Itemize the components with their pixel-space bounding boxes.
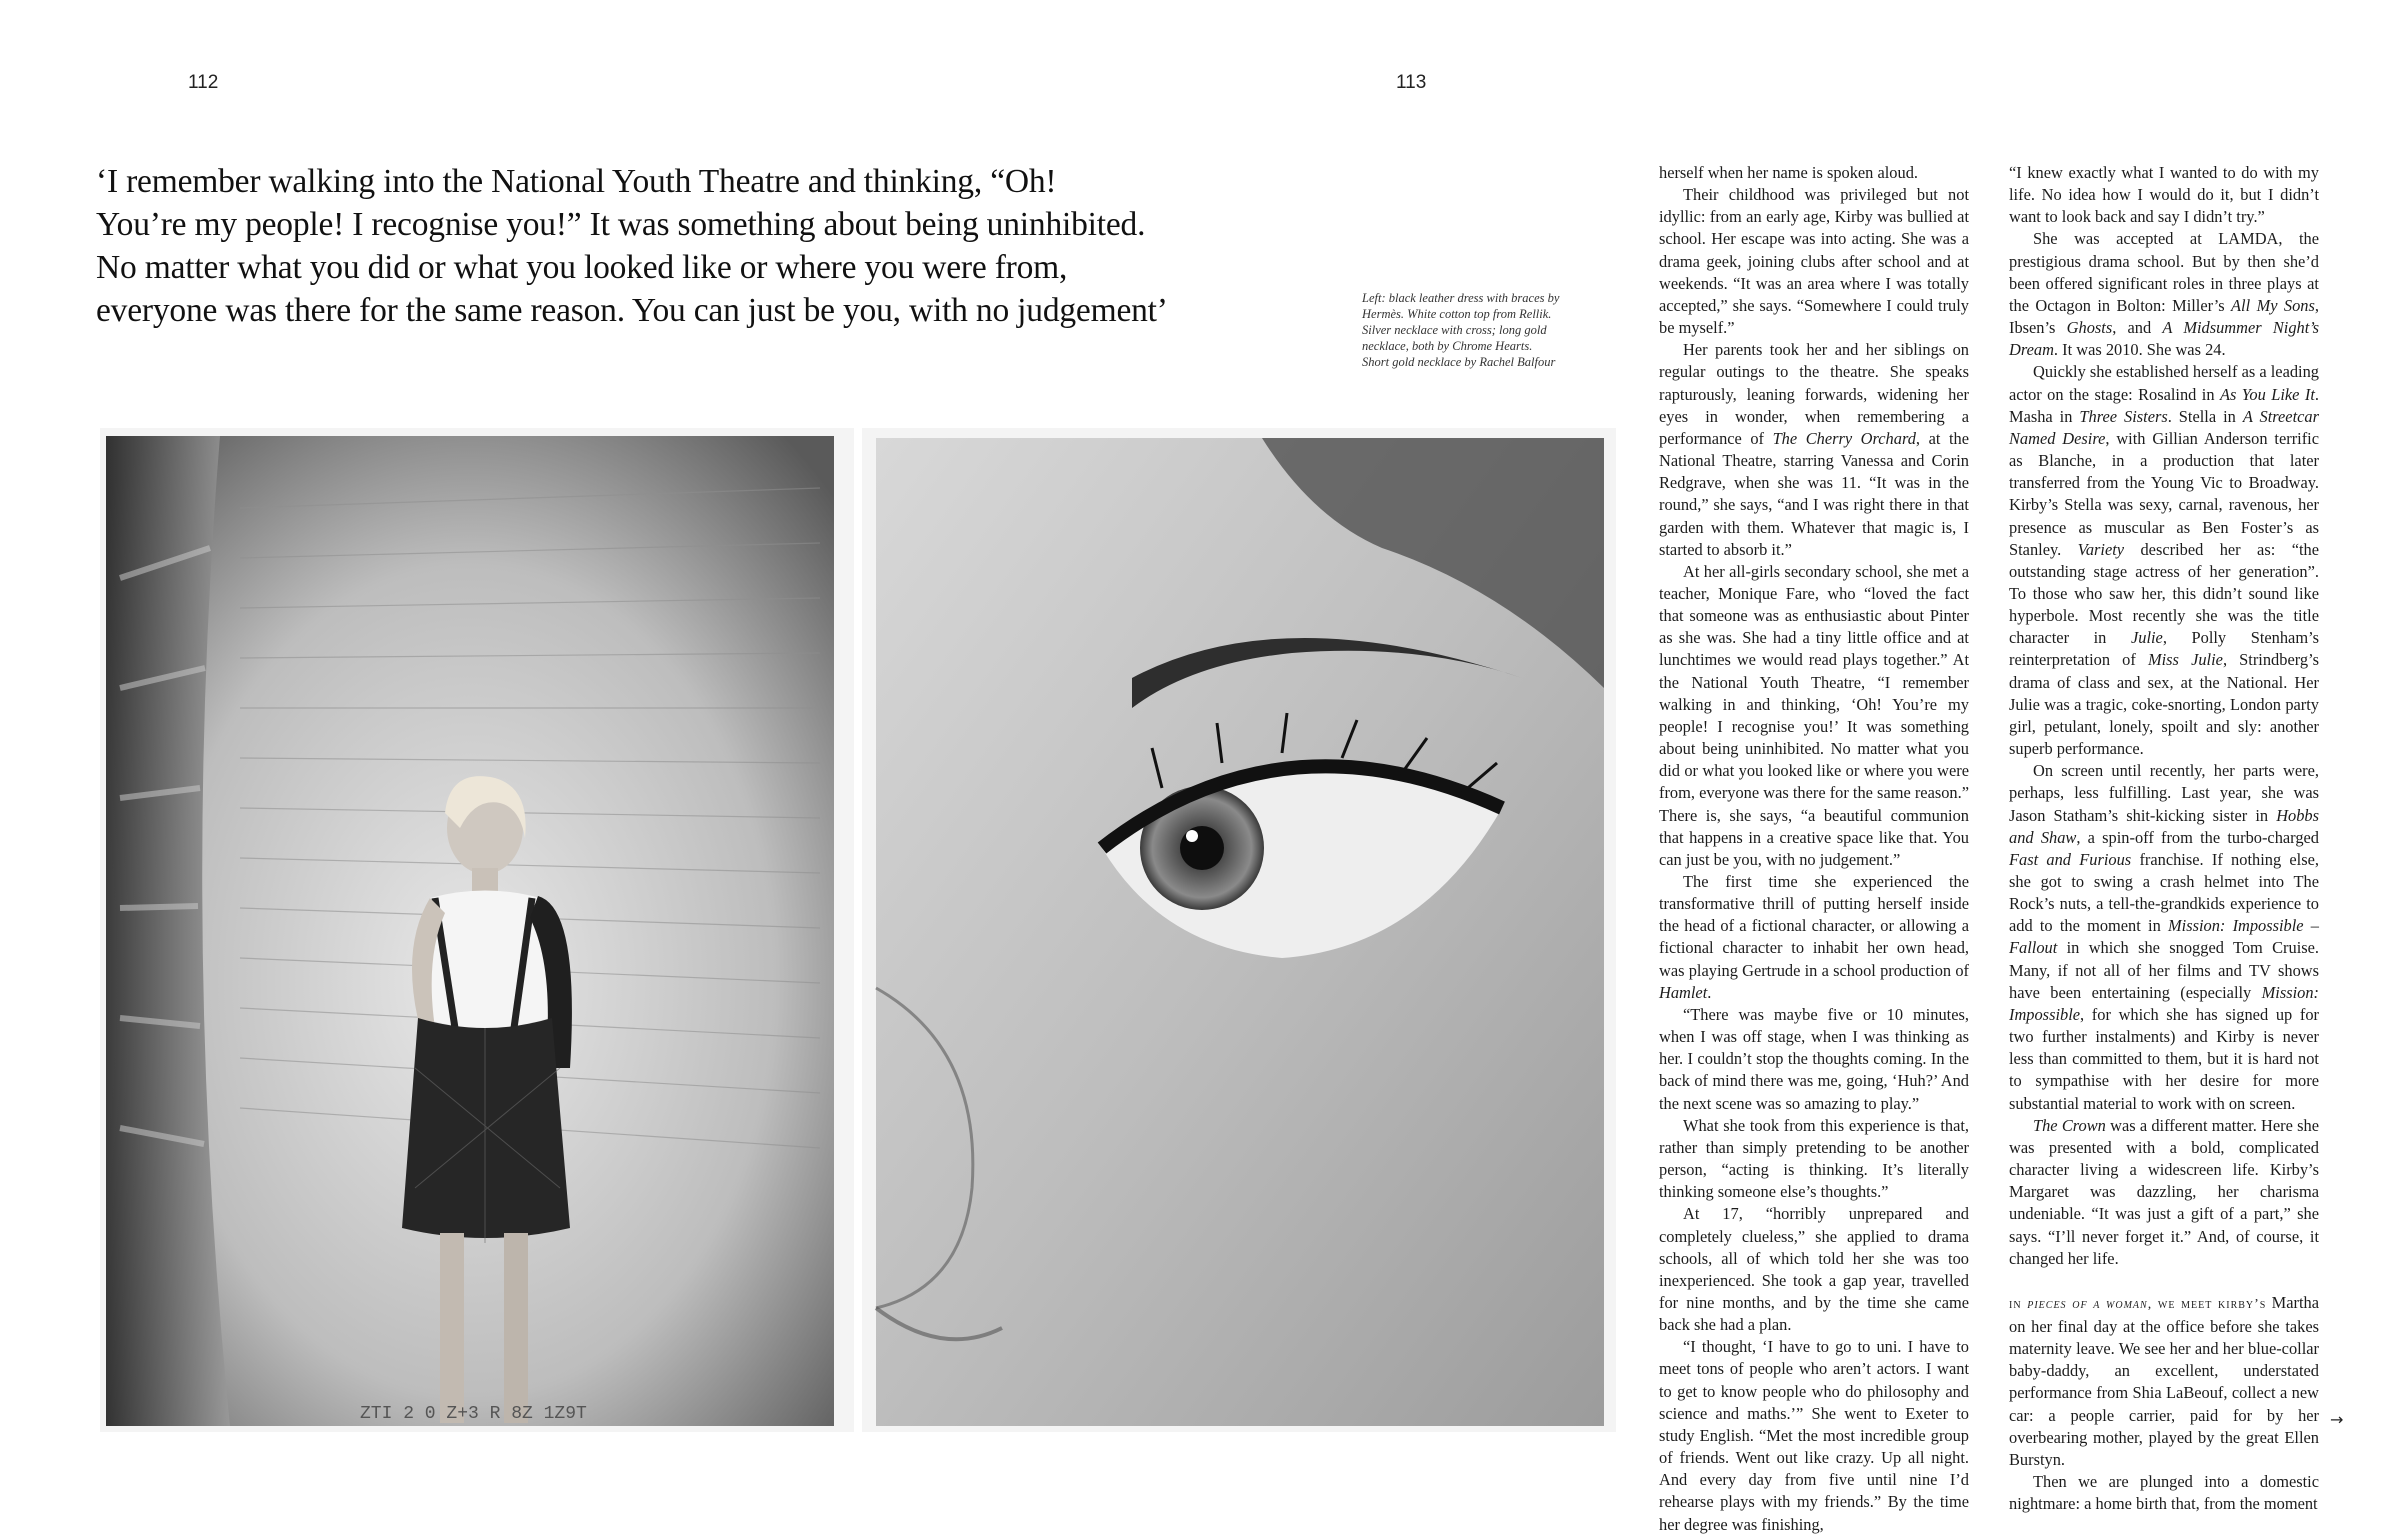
article-paragraph: Then we are plunged into a domestic nightmare: a home birth that, from the moment [2009,1472,2319,1514]
film-edge-text: ZTI 2 0 Z+3 R 8Z 1Z9T [360,1404,587,1424]
article-paragraph: Quickly she established herself as a leading actor on the stage: Rosalind in As You Like It. Masha in Three Sisters. Stella in A Streetcar Named Desire, with Gillian Anderson terrific as Blanche, in a production that later transferred from the Young Vic to Broadway. Kirby’s Stella was sexy, carnal, ravenous, her presence as muscular as Ben Foster’s as Stanley. Variety described her as: “the outstanding stage actress of her generation”. To those who saw her, this didn’t sound like hyperbole. Most recently she was the title character in Julie, Polly Stenham’s reinterpretation of Miss Julie, Strindberg’s drama of class and sex, at the National. Her Julie was a tragic, coke-snorting, London party girl, petulant, lonely, spoilt and sly: another superb performance. [2009,362,2320,759]
continue-arrow: → [2330,1410,2344,1429]
pull-quote-line: No matter what you did or what you looked like or where you were from, [96,249,1068,286]
article-paragraph: “I thought, ‘I have to go to uni. I have to meet tons of people who aren’t actors. I want to get to know people who do philosophy and science and maths.’” She went to Exeter to study English. “Met the most incredible group of friends. Went out like crazy. Up all night. And every day from five until nine I’d rehearse plays with my friends.” By the time her degree was finishing, [1659,1337,1969,1534]
section-break [2009,1270,2319,1292]
page-number-left: 112 [188,72,219,93]
article-paragraph: On screen until recently, her parts were, perhaps, less fulfilling. Last year, she was Jason Statham’s shit-kicking sister in Hobbs and Shaw, a spin-off from the turbo-charged Fast and Furious franchise. If nothing else, she got to swing a crash helmet into The Rock’s nuts, a tell-the-grandkids experience to add to the moment in Mission: Impossible – Fallout in which she snogged Tom Cruise. Many, if not all of her films and TV shows have been entertaining (especially Mission: Impossible, for which she has signed up for two further instalments) and Kirby is never less than committed to them, but it is hard not to sympathise with her desire for more substantial material to work with on screen. [2009,761,2319,1113]
article-paragraph: herself when her name is spoken aloud. [1659,163,1918,182]
article-paragraph: “There was maybe five or 10 minutes, when I was off stage, when I was thinking as her. I couldn’t stop the thoughts coming. In the back of mind there was me, going, ‘Huh?’ And the next scene was so amazing to play.” [1659,1004,1969,1113]
article-paragraph: The Crown was a different matter. Here she was presented with a bold, complicated character living a widescreen life. Kirby’s Margaret was dazzling, her charisma undeniable. “It was just a gift of a part,” she says. “I’ll never forget it.” And, of course, it changed her life. [2009,1115,2319,1268]
article-paragraph: “I knew exactly what I wanted to do with my life. No idea how I would do it, but I didn’t want to look back and say I didn’t try.” [2009,163,2319,227]
photo-portrait-standing [100,428,854,1432]
photo-caption: Left: black leather dress with braces by Hermès. White cotton top from Rellik. Silver necklace with cross; long gold necklace, both by Chrome Hearts. Short gold necklace by Rachel Balfour [1362,291,1560,369]
article-paragraph: She was accepted at LAMDA, the prestigious drama school. But by then she’d been offered significant roles in three plays at the Octagon in Bolton: Miller’s All My Sons, Ibsen’s Ghosts, and A Midsummer Night’s Dream. It was 2010. She was 24. [2009,229,2319,360]
article-column-2 [2009,162,2319,1515]
article-paragraph: What she took from this experience is that, rather than simply pretending to be another person, “acting is thinking. It’s literally thinking someone else’s thoughts.” [1659,1115,1969,1202]
page-number-right: 113 [1396,72,1427,93]
pull-quote-line: everyone was there for the same reason. You can just be you, with no judgement’ [96,292,1168,329]
photo-eye-closeup [862,428,1616,1432]
article-paragraph: At her all-girls secondary school, she met a teacher, Monique Fare, who “loved the fact that someone was as enthusiastic about Pinter as she was. She had a tiny little office and at lunchtimes we would read plays together.” At the National Youth Theatre, “I remember walking in and thinking, ‘Oh! You’re my people! I recognise you!’ It was something about being uninhibited. No matter what you did or what you looked like or where you were from, everyone was there for the same reason.” There is, she says, “a beautiful communion that happens in a creative space like that. You can just be you, with no judgement.” [1659,561,1969,869]
article-paragraph: Her parents took her and her siblings on regular outings to the theatre. She speaks rapturously, leaning forwards, widening her eyes in wonder, when remembering a performance of The Cherry Orchard, at the National Theatre, starring Vanessa and Corin Redgrave, when she was 11. “It was in the round,” she says, “and I was right there in that garden with them. Whatever that magic is, I started to absorb it.” [1659,340,1969,559]
article-paragraph: Their childhood was privileged but not idyllic: from an early age, Kirby was bullied at school. Her escape was into acting. She was a drama geek, joining clubs after school and at weekends. “It was an area where I was totally accepted,” she says. “Somewhere I could truly be myself.” [1659,185,1969,338]
article-paragraph: The first time she experienced the transformative thrill of putting herself inside the head of a fictional character, or allowing a fictional character to inhabit her own head, was playing Gertrude in a school production of Hamlet. [1659,872,1969,1002]
article-column-1 [1659,162,1969,1536]
article-paragraph: At 17, “horribly unprepared and completely clueless,” she applied to drama schools, all of which told her she was too inexperienced. She took a gap year, travelled for nine months, and by the time she came back she had a plan. [1659,1204,1969,1335]
article-paragraph: in pieces of a woman, we meet kirby’s Martha on her final day at the office before she takes maternity leave. We see her and her blue-collar baby-daddy, an excellent, understated performance from Shia LaBeouf, collect a new car: a people carrier, paid for by her overbearing mother, played by the great Ellen Burstyn. [2009,1292,2319,1469]
pull-quote-line: You’re my people! I recognise you!” It was something about being uninhibited. [96,206,1146,243]
pull-quote [96,160,1168,332]
pull-quote-line: ‘I remember walking into the National Youth Theatre and thinking, “Oh! [96,163,1057,200]
